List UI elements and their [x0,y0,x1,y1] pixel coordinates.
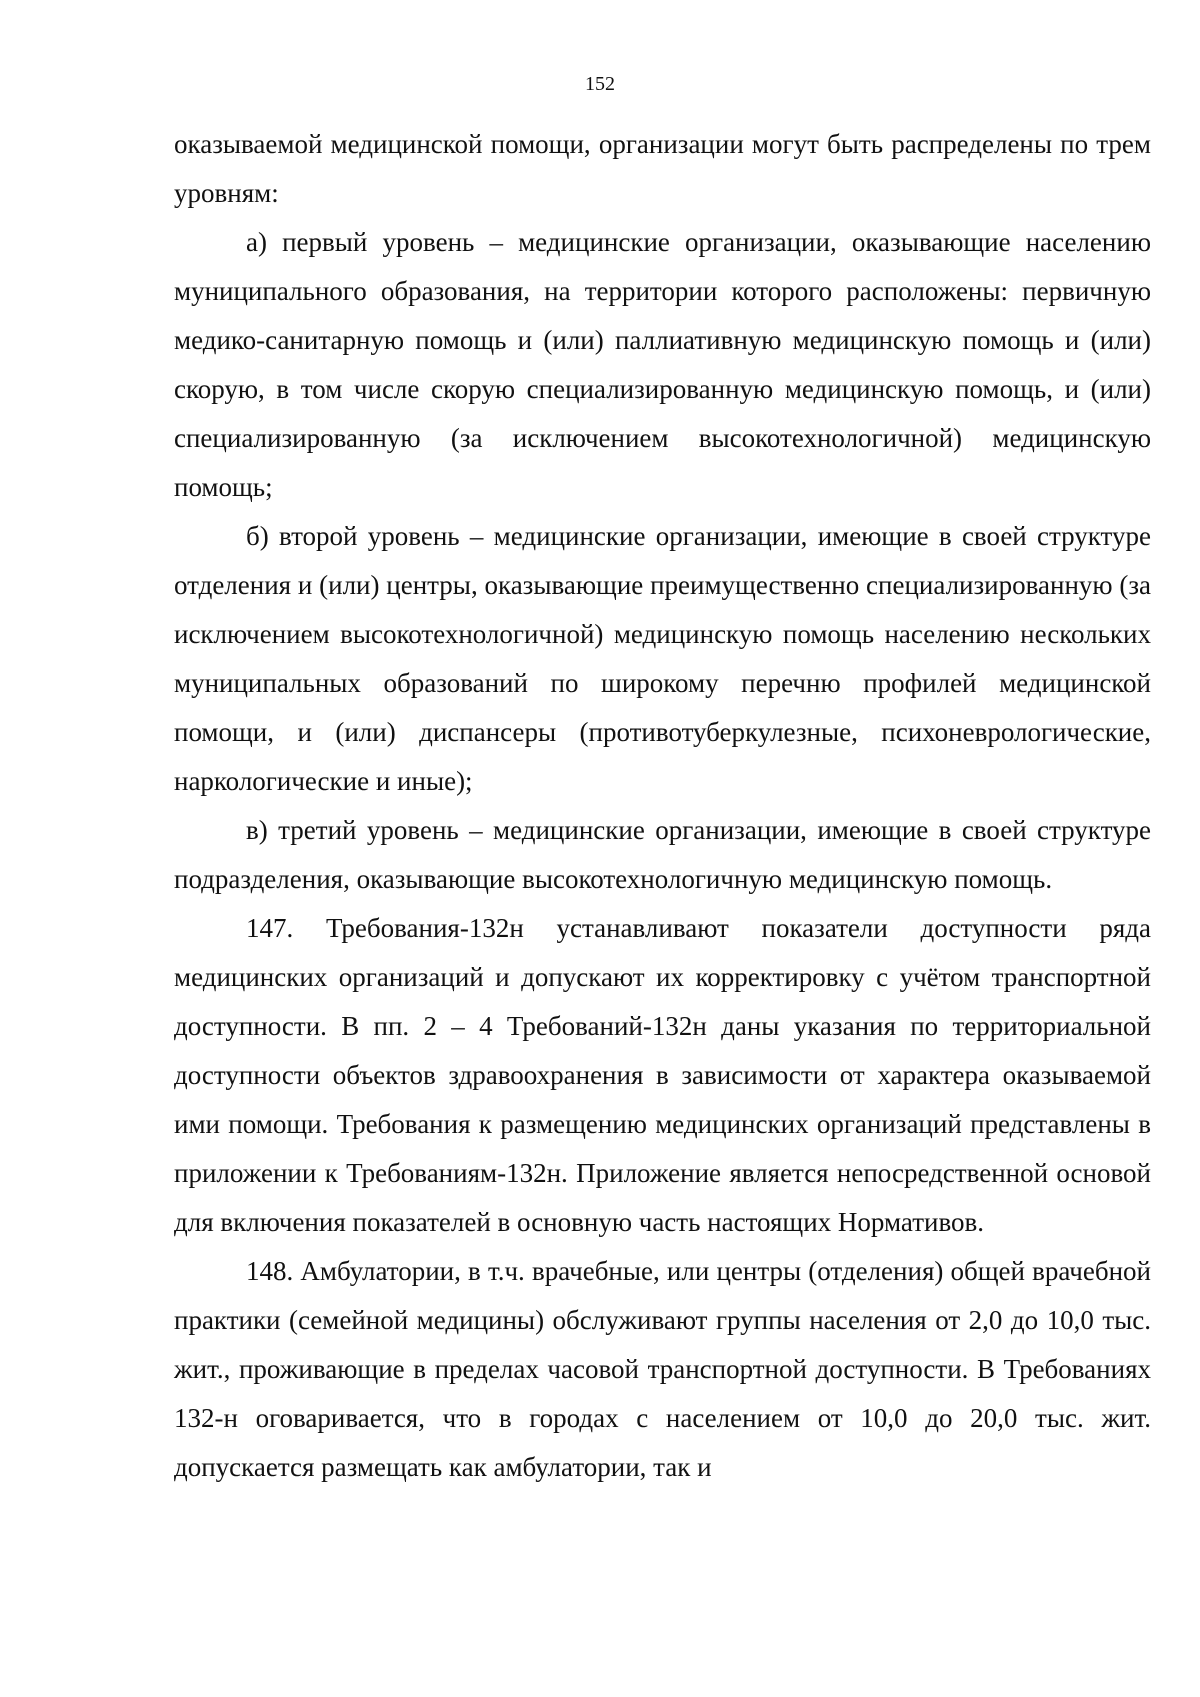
paragraph-level-c: в) третий уровень – медицинские организации, имеющие в своей структуре подразделения, оказывающие высокотехнологичную медицинскую помощь. [174,815,1151,894]
paragraph-item-148: 148. Амбулатории, в т.ч. врачебные, или центры (отделения) общей врачебной практики (семейной медицины) обслуживают группы населения от 2,0 до 10,0 тыс. жит., проживающие в пределах часовой транспортной доступности. В Требованиях 132-н оговаривается, что в городах с населением от 10,0 до 20,0 тыс. жит. допускается размещать как амбулатории, так и [174,1256,1151,1482]
page-number: 152 [585,73,615,95]
paragraph-level-b: б) второй уровень – медицинские организации, имеющие в своей структуре отделения и (или) центры, оказывающие преимущественно специализированную (за исключением высокотехнологичной) медицинскую помощь населению нескольких муниципальных образований по широкому перечню профилей медицинской помощи, и (или) диспансеры (противотуберкулезные, психоневрологические, наркологические и иные); [174,521,1151,796]
paragraph-item-147: 147. Требования-132н устанавливают показатели доступности ряда медицинских организаций и допускают их корректировку с учётом транспортной доступности. В пп. 2 – 4 Требований-132н даны указания по территориальной доступности объектов здравоохранения в зависимости от характера оказываемой ими помощи. Требования к размещению медицинских организаций представлены в приложении к Требованиям-132н. Приложение является непосредственной основой для включения показателей в основную часть настоящих Нормативов. [174,913,1151,1237]
paragraph-level-a: а) первый уровень – медицинские организации, оказывающие населению муниципального образования, на территории которого расположены: первичную медико-санитарную помощь и (или) паллиативную медицинскую помощь и (или) скорую, в том числе скорую специализированную медицинскую помощь, и (или) специализированную (за исключением высокотехнологичной) медицинскую помощь; [174,227,1151,502]
paragraph-continuation: оказываемой медицинской помощи, организации могут быть распределены по трем уровням: [174,129,1151,208]
body-text [174,120,1151,1492]
